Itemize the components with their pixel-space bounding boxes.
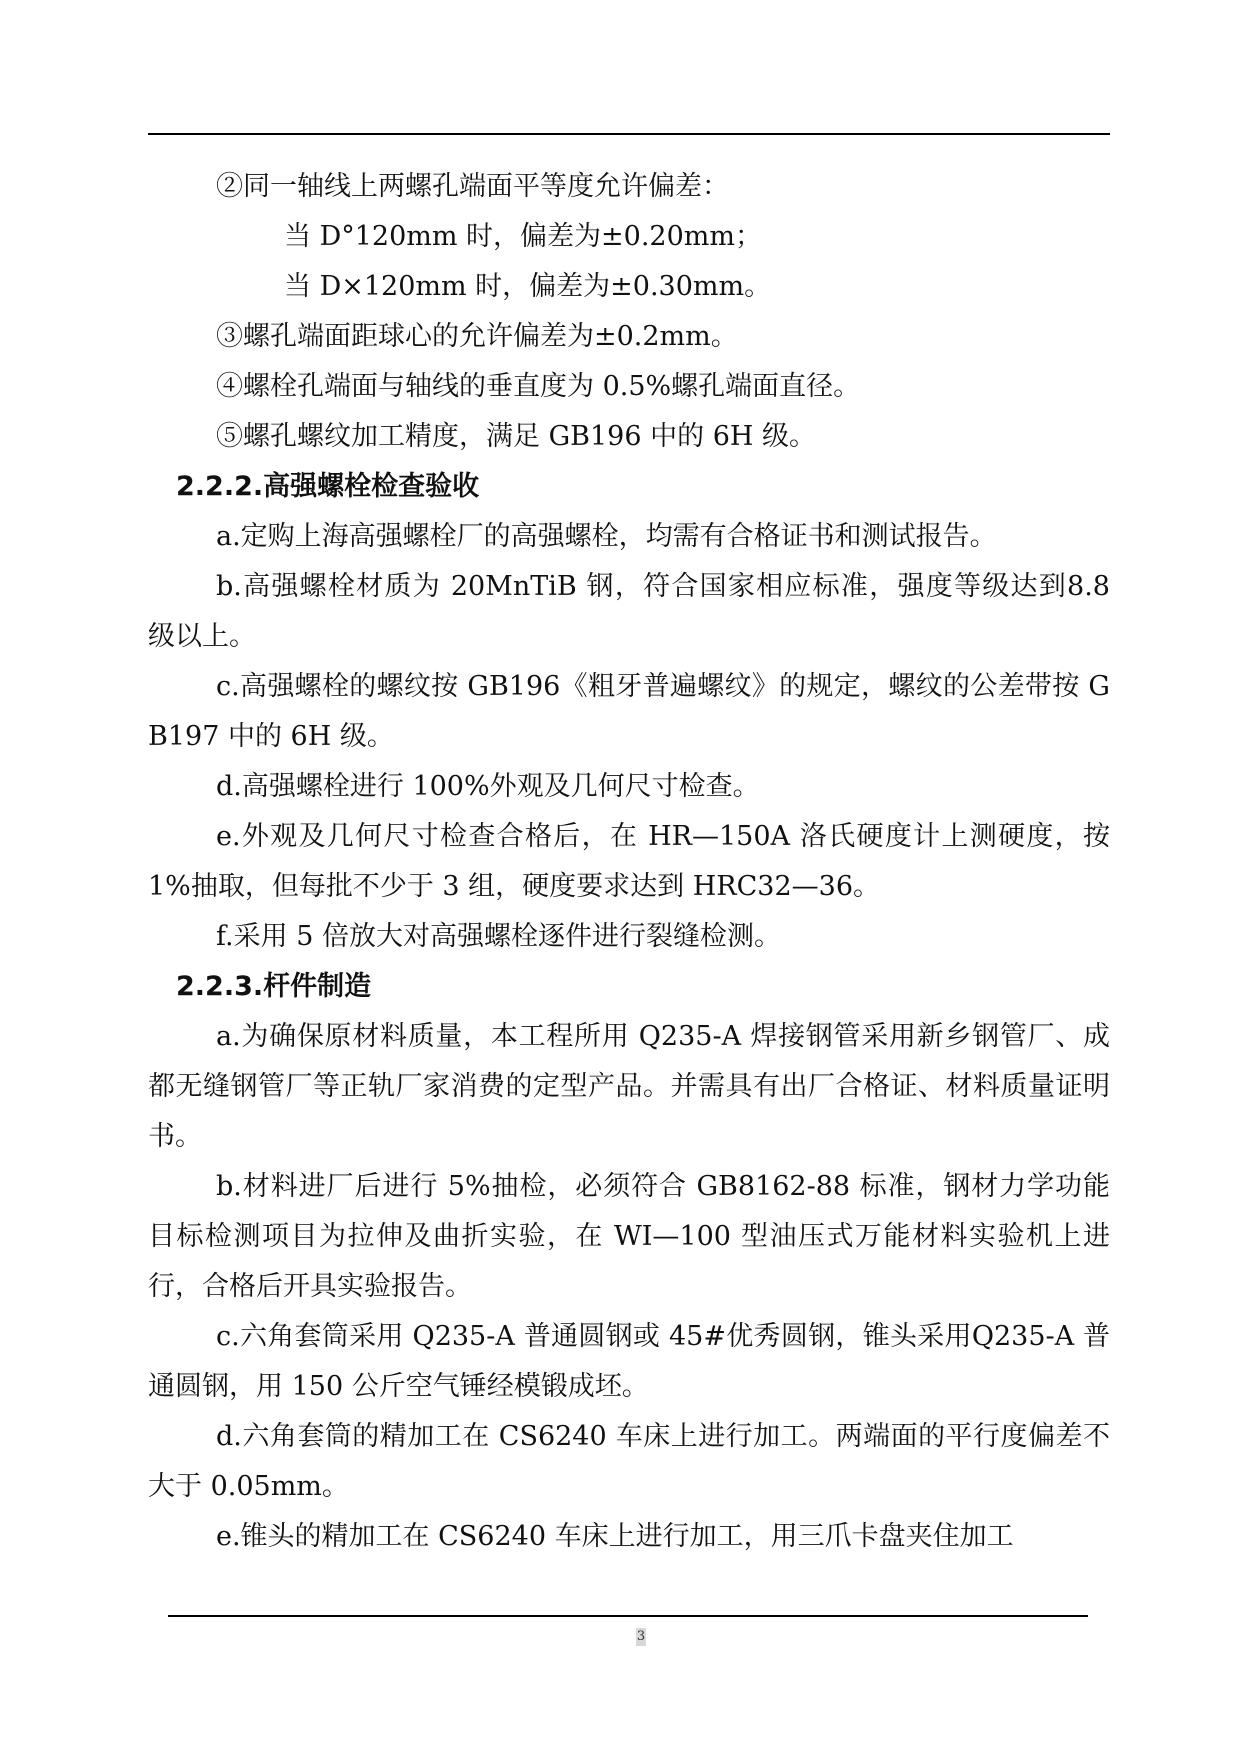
paragraph: c.六角套筒采用 Q235-A 普通圆钢或 45#优秀圆钢，锥头采用Q235-A 普通圆钢，用 150 公斤空气锤经模锻成坯。: [148, 1321, 1110, 1402]
paragraph: b.高强螺栓材质为 20MnTiB 钢，符合国家相应标准，强度等级达到8.8 级以上。: [148, 571, 1110, 652]
paragraph: ⑤螺孔螺纹加工精度，满足 GB196 中的 6H 级。: [216, 421, 816, 452]
footer-rule: [168, 1615, 1088, 1617]
paragraph: e.外观及几何尺寸检查合格后，在 HR—150A 洛氏硬度计上测硬度，按 1%抽取，但每批不少于 3 组，硬度要求达到 HRC32—36。: [148, 821, 1110, 902]
paragraph: c.高强螺栓的螺纹按 GB196《粗牙普遍螺纹》的规定，螺纹的公差带按 GB197 中的 6H 级。: [148, 671, 1110, 752]
paragraph: ②同一轴线上两螺孔端面平等度允许偏差：: [216, 171, 729, 202]
paragraph: a.为确保原材料质量，本工程所用 Q235-A 焊接钢管采用新乡钢管厂、成都无缝钢管厂等正轨厂家消费的定型产品。并需具有出厂合格证、材料质量证明书。: [148, 1021, 1110, 1152]
paragraph: d.高强螺栓进行 100%外观及几何尺寸检查。: [216, 771, 760, 802]
paragraph: 当 D×120mm 时，偏差为±0.30mm。: [284, 271, 772, 302]
paragraph: 当 D°120mm 时，偏差为±0.20mm；: [284, 221, 762, 252]
paragraph: a.定购上海高强螺栓厂的高强螺栓，均需有合格证书和测试报告。: [216, 521, 997, 552]
paragraph: ③螺孔端面距球心的允许偏差为±0.2mm。: [216, 321, 738, 352]
paragraph: e.锥头的精加工在 CS6240 车床上进行加工，用三爪卡盘夹住加工: [216, 1521, 1014, 1552]
page-number: 3: [636, 1629, 646, 1644]
paragraph: d.六角套筒的精加工在 CS6240 车床上进行加工。两端面的平行度偏差不大于 0.05mm。: [148, 1421, 1110, 1502]
paragraph: ④螺栓孔端面与轴线的垂直度为 0.5%螺孔端面直径。: [216, 371, 861, 402]
header-rule: [148, 133, 1110, 135]
section-heading: 2.2.3.杆件制造: [176, 971, 372, 1002]
section-heading: 2.2.2.高强螺栓检查验收: [176, 471, 480, 502]
paragraph: f.采用 5 倍放大对高强螺栓逐件进行裂缝检测。: [216, 921, 781, 952]
document-body: [148, 162, 1110, 1562]
paragraph: b.材料进厂后进行 5%抽检，必须符合 GB8162-88 标准，钢材力学功能目标检测项目为拉伸及曲折实验，在 WI—100 型油压式万能材料实验机上进行，合格后开具实验报告。: [148, 1171, 1110, 1302]
